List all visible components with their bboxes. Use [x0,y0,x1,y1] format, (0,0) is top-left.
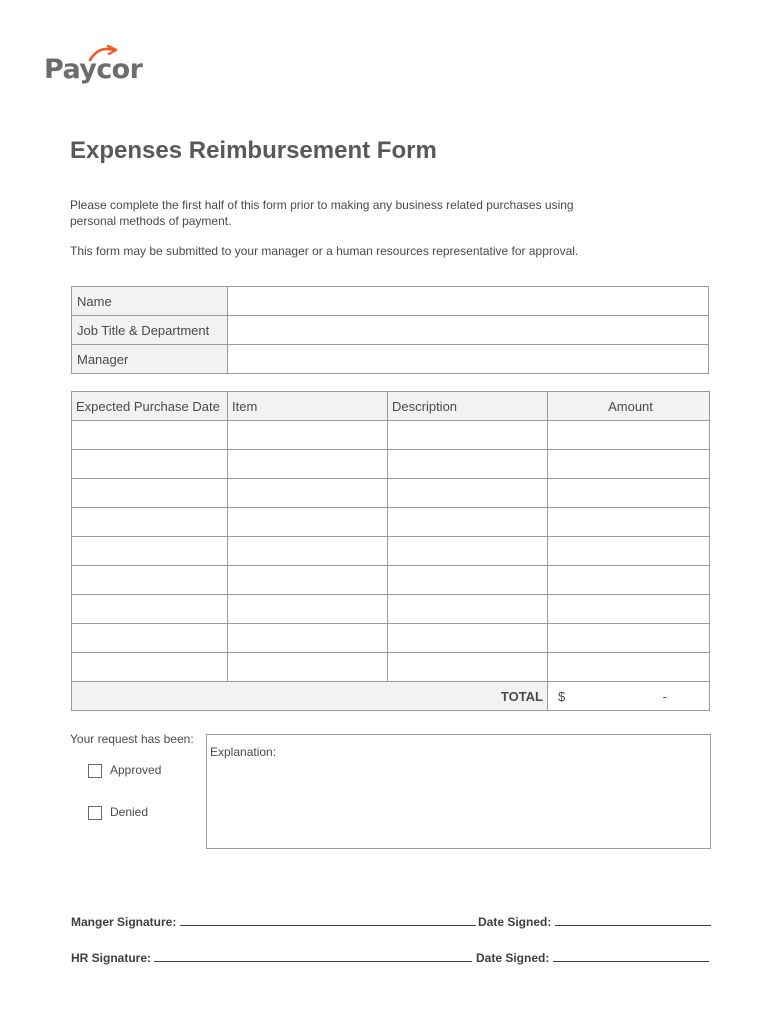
expense-cell-item[interactable] [228,566,388,595]
expense-cell-item[interactable] [228,595,388,624]
expense-cell-description[interactable] [388,537,548,566]
hr-signature-label: HR Signature: [71,951,152,965]
manager-label: Manager [72,345,228,374]
expense-cell-item[interactable] [228,537,388,566]
hr-date-row [476,951,709,965]
expense-row [72,595,710,624]
page-title: Expenses Reimbursement Form [70,137,437,164]
hr-date-line[interactable] [553,951,709,962]
approved-label: Approved [110,763,162,777]
expenses-header-row [72,392,710,421]
intro-paragraph-2: This form may be submitted to your manager or a human resources representative for approval. [70,244,579,258]
manager-signature-row [71,915,476,929]
explanation-label: Explanation: [210,745,277,759]
info-row-job-title [72,316,709,345]
expense-cell-description[interactable] [388,450,548,479]
expense-row [72,537,710,566]
intro-paragraph-1: Please complete the first half of this form prior to making any business related purchases using personal methods of payment. [70,198,574,228]
expense-row [72,653,710,682]
expense-row [72,508,710,537]
expense-cell-date[interactable] [72,450,228,479]
expense-row [72,479,710,508]
expense-cell-description[interactable] [388,479,548,508]
expense-cell-date[interactable] [72,421,228,450]
manager-date-row [478,915,711,929]
request-status-prompt: Your request has been: [70,732,194,746]
expense-cell-item[interactable] [228,421,388,450]
expense-cell-description[interactable] [388,566,548,595]
expense-cell-amount[interactable] [548,595,710,624]
name-label: Name [72,287,228,316]
expense-cell-item[interactable] [228,508,388,537]
approved-checkbox[interactable] [88,764,102,778]
expense-cell-amount[interactable] [548,508,710,537]
hr-signature-line[interactable] [154,951,472,962]
swoosh-icon [88,44,118,62]
expense-cell-amount[interactable] [548,653,710,682]
manager-signature-label: Manger Signature: [71,915,177,929]
column-header-date: Expected Purchase Date [72,392,228,421]
total-amount [548,682,710,711]
info-row-manager [72,345,709,374]
total-currency: $ [558,688,566,704]
manager-date-line[interactable] [555,915,711,926]
expense-row [72,566,710,595]
expense-cell-date[interactable] [72,479,228,508]
expense-cell-amount[interactable] [548,537,710,566]
total-value: - [662,688,667,704]
expense-cell-description[interactable] [388,595,548,624]
job-title-label: Job Title & Department [72,316,228,345]
expense-cell-date[interactable] [72,595,228,624]
expense-cell-item[interactable] [228,479,388,508]
expense-cell-item[interactable] [228,624,388,653]
employee-info-table [71,286,709,374]
info-row-name [72,287,709,316]
expense-cell-amount[interactable] [548,566,710,595]
column-header-item: Item [228,392,388,421]
expense-cell-amount[interactable] [548,479,710,508]
manager-date-label: Date Signed: [478,915,552,929]
expense-cell-description[interactable] [388,653,548,682]
expense-cell-item[interactable] [228,450,388,479]
expense-row [72,450,710,479]
manager-field[interactable] [228,345,709,374]
expense-cell-amount[interactable] [548,421,710,450]
hr-signature-row [71,951,472,965]
expenses-table [71,391,710,711]
expense-cell-date[interactable] [72,566,228,595]
denied-checkbox[interactable] [88,806,102,820]
expense-cell-date[interactable] [72,624,228,653]
expense-cell-date[interactable] [72,508,228,537]
paycor-logo [44,46,164,86]
total-label: TOTAL [72,682,548,711]
expense-row [72,624,710,653]
name-field[interactable] [228,287,709,316]
total-row [72,682,710,711]
logo-text: Paycor [44,54,143,85]
expense-cell-date[interactable] [72,537,228,566]
expense-cell-amount[interactable] [548,624,710,653]
expense-row [72,421,710,450]
column-header-description: Description [388,392,548,421]
expense-cell-description[interactable] [388,421,548,450]
hr-date-label: Date Signed: [476,951,550,965]
denied-label: Denied [110,805,149,819]
expense-cell-description[interactable] [388,508,548,537]
job-title-field[interactable] [228,316,709,345]
expense-cell-amount[interactable] [548,450,710,479]
manager-signature-line[interactable] [180,915,476,926]
expense-cell-date[interactable] [72,653,228,682]
expense-cell-item[interactable] [228,653,388,682]
explanation-box[interactable] [206,734,711,849]
expense-cell-description[interactable] [388,624,548,653]
column-header-amount: Amount [548,392,710,421]
